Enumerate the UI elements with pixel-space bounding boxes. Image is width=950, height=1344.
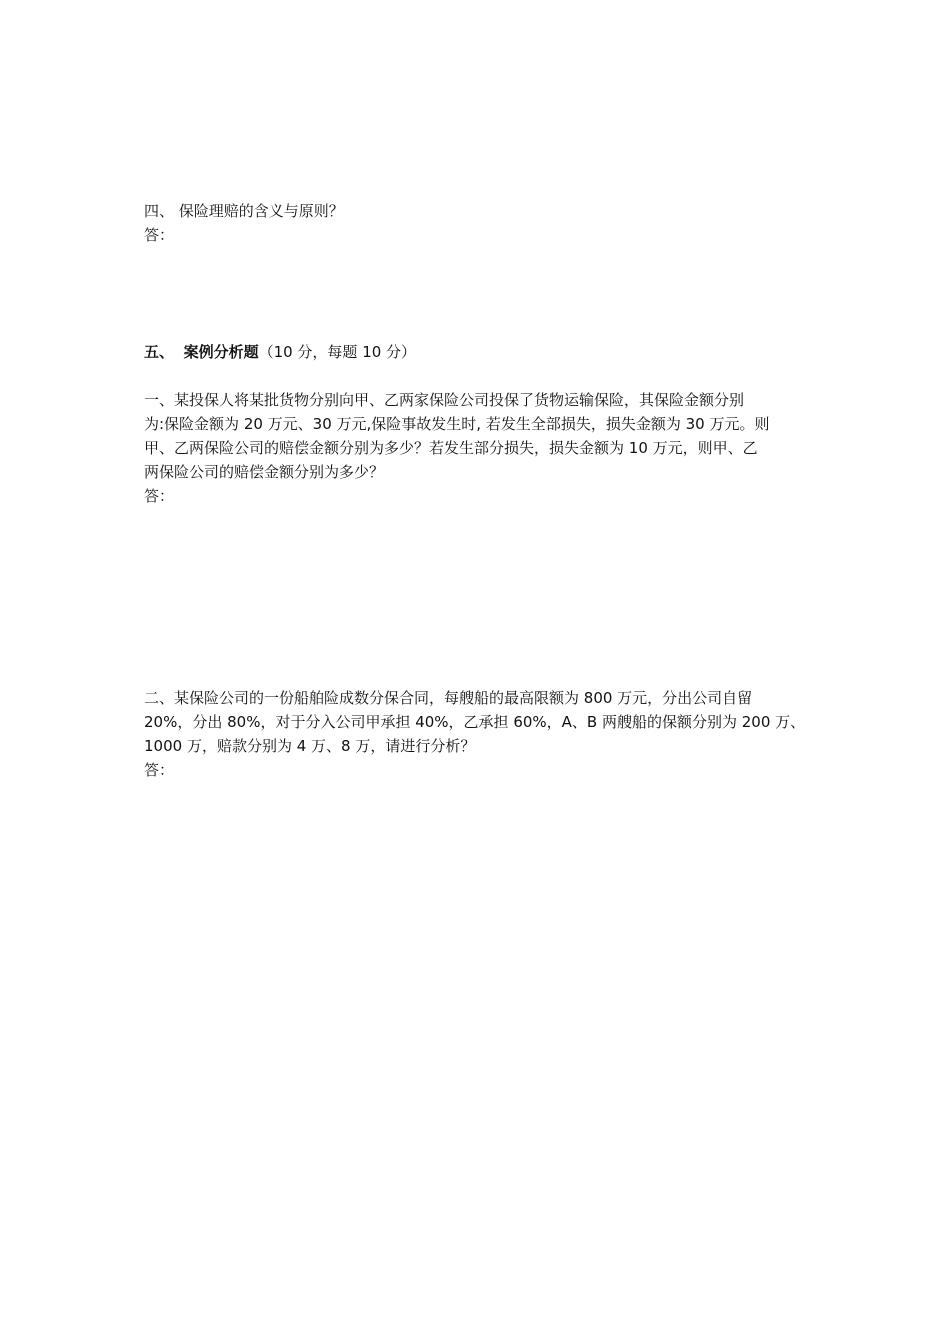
case-one-line: 为:保险金额为 20 万元、30 万元,保险事故发生时, 若发生全部损失，损失金额为 30 万元。则 — [144, 415, 770, 433]
case-two-line: 1000 万，赔款分别为 4 万、8 万，请进行分析？ — [144, 737, 476, 755]
section-five-number: 五、 — [144, 343, 175, 361]
case-one-line: 甲、乙两保险公司的赔偿金额分别为多少？若发生部分损失，损失金额为 10 万元，则甲、乙 — [144, 439, 758, 457]
question-four — [144, 199, 824, 247]
section-five-score-note: （10 分，每题 10 分） — [258, 343, 417, 361]
question-four-title: 四、 保险理赔的含义与原则？ — [144, 202, 344, 220]
section-five-heading — [144, 340, 824, 364]
case-two-line: 二、某保险公司的一份船舶险成数分保合同，每艘船的最高限额为 800 万元，分出公司自留 — [144, 689, 753, 707]
case-one-answer-label: 答： — [144, 487, 175, 505]
case-two-answer-label: 答： — [144, 761, 175, 779]
section-five-title: 案例分析题 — [183, 343, 259, 361]
case-two — [144, 686, 824, 782]
case-one-line: 一、某投保人将某批货物分别向甲、乙两家保险公司投保了货物运输保险，其保险金额分别 — [144, 391, 745, 409]
case-two-line: 20%，分出 80%，对于分入公司甲承担 40%，乙承担 60%，A、B 两艘船的保额分别为 200 万、 — [144, 713, 806, 731]
section-five-heading-line — [144, 340, 824, 364]
case-one — [144, 388, 824, 508]
case-one-line: 两保险公司的赔偿金额分别为多少？ — [144, 463, 385, 481]
question-four-answer-label: 答： — [144, 226, 175, 244]
